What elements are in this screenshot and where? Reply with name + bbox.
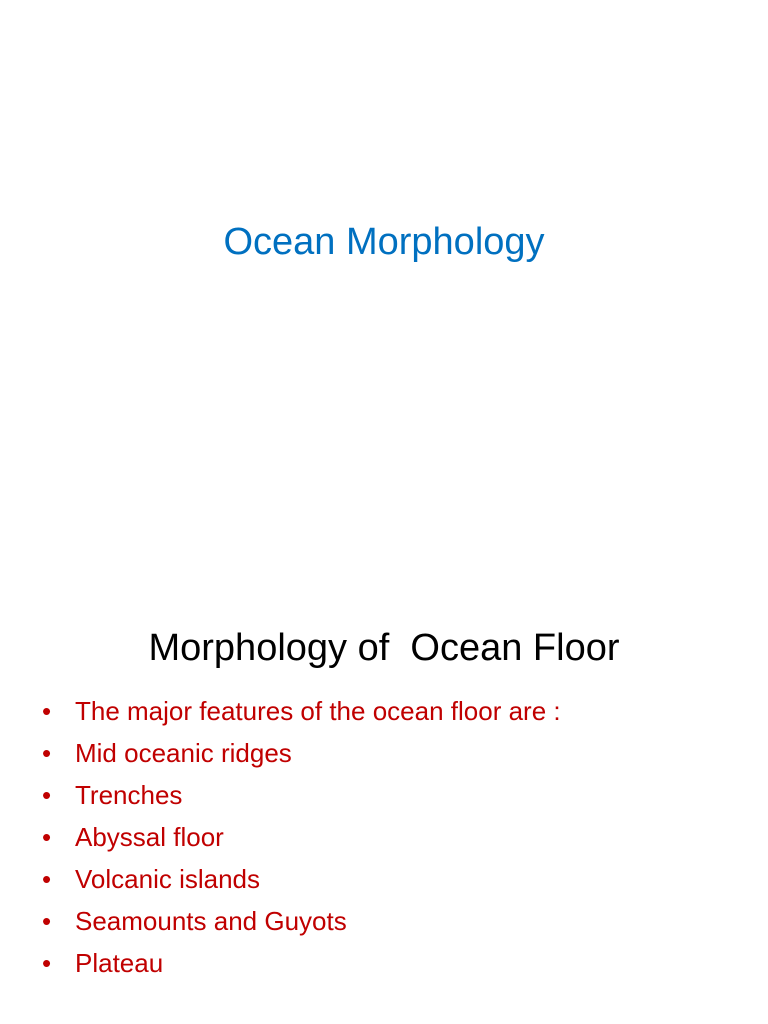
- bullet-text: Seamounts and Guyots: [75, 906, 347, 936]
- bullet-text: Volcanic islands: [75, 864, 260, 894]
- bullet-text: Mid oceanic ridges: [75, 738, 292, 768]
- bullet-icon: •: [42, 864, 52, 894]
- list-item: [42, 858, 561, 900]
- bullet-icon: •: [42, 948, 52, 978]
- list-item: [42, 690, 561, 732]
- bullet-text: Abyssal floor: [75, 822, 224, 852]
- slide-title: Morphology of Ocean Floor: [148, 627, 620, 669]
- list-item: [42, 816, 561, 858]
- bullet-icon: •: [42, 738, 52, 768]
- bullet-icon: •: [42, 696, 52, 726]
- slide-ocean-floor: [0, 512, 768, 1024]
- bullet-icon: •: [42, 906, 52, 936]
- bullet-list: [42, 690, 561, 984]
- list-item: [42, 774, 561, 816]
- list-item: [42, 732, 561, 774]
- bullet-text: Plateau: [75, 948, 164, 978]
- bullet-text: The major features of the ocean floor are :: [75, 696, 561, 726]
- bullet-icon: •: [42, 822, 52, 852]
- slide-title: Ocean Morphology: [223, 221, 545, 263]
- list-item: [42, 900, 561, 942]
- list-item: [42, 942, 561, 984]
- bullet-text: Trenches: [75, 780, 183, 810]
- bullet-icon: •: [42, 780, 52, 810]
